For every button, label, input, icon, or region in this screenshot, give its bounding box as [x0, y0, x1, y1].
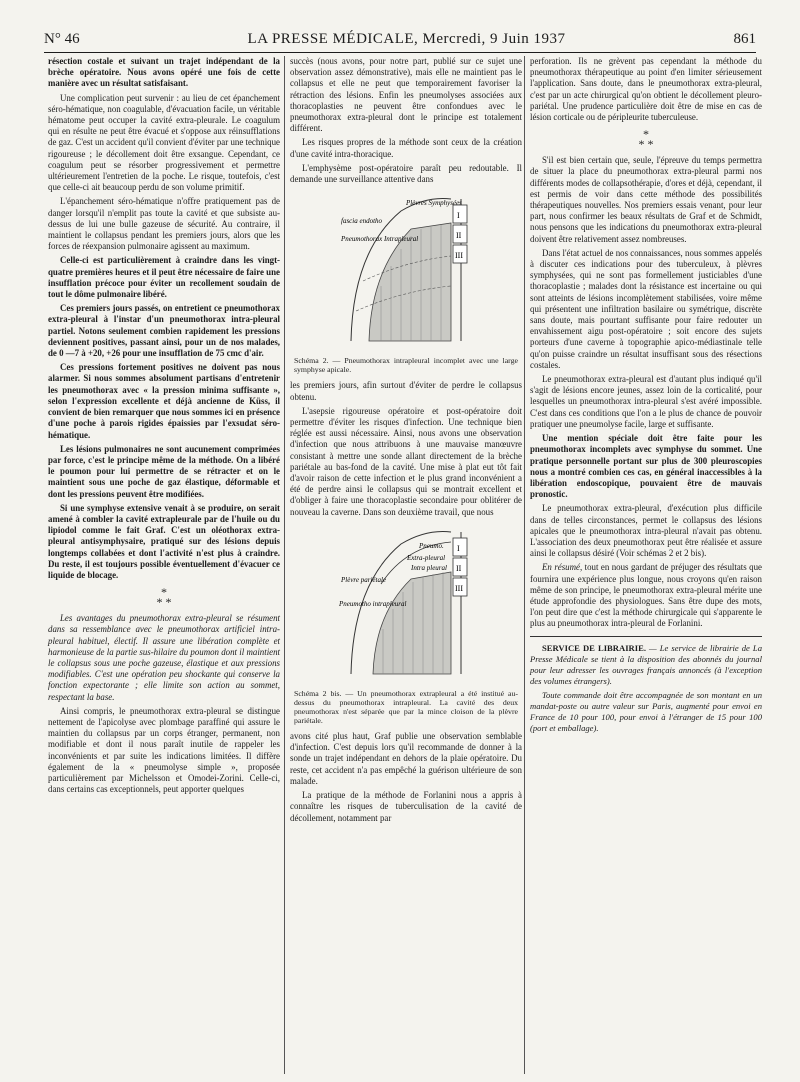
label-pneumotho-intrapleural: Pneumotho intrapleural [339, 599, 407, 608]
label-vertebra-1: I [457, 211, 460, 221]
library-text: — Le service de librairie de La Presse Médicale se tient à la disposition des abonnés du journal pour leur adresser les ouvrages français annoncés (à l'exception des volumes étrangers). [530, 642, 762, 686]
figure-schema-2 [290, 191, 522, 374]
label-extra-pleural: Extra-pleural [407, 553, 446, 562]
paragraph: L'épanchement séro-hématique n'offre pratiquement pas de danger lorsqu'il n'emplit pas toute la cavité et que subsiste au-dessus de lui une bulle gazeuse de sécurité. Au contraire, il maintient le collapsus pendant les premiers jours, alors que les forces de réexpansion pulmonaire agissent au maximum. [48, 196, 280, 252]
library-notice [530, 643, 762, 687]
schema-2-drawing [311, 191, 501, 351]
label-vertebra-2: II [456, 231, 462, 241]
library-heading: SERVICE DE LIBRAIRIE. [542, 642, 646, 653]
label-fascia: fascia endotho [341, 217, 383, 226]
paragraph: Les avantages du pneumothorax extra-pleural se résument dans sa ressemblance avec le pneumothorax artificiel intra-pleural habituel, électif. Il assure une libération complète et harmonieuse de la partie sus-hilaire du poumon dont il maintient le collapsus sous une poche gazeuse, élastique et aux pressions modifiables. C'est une opération peu shockante qui conserve la fonction expectorante ; elle limite son action au sommet, respectant la base. [48, 613, 280, 702]
column-left [48, 56, 280, 798]
paragraph: S'il est bien certain que, seule, l'épreuve du temps permettra de situer la place du pneumothorax extra-pleural parmi nos différents modes de collapsothérapie, d'ores et déjà, cependant, il est permis de voir dans cette méthode des possibilités thérapeutiques nouvelles. Nos premiers essais venant, pour leur part, nous confirmer les beaux résultats de Graf et de Schmidt, nous pensons que les indications du pneumothorax extra-pleural doivent être relativement assez nombreuses. [530, 155, 762, 244]
paragraph [530, 562, 762, 629]
label-pneumo: Pneumo. [419, 541, 444, 550]
paragraph: Dans l'état actuel de nos connaissances, nous sommes appelés à discuter ces indications pour des tuberculeux, à plèvres symphysées, qui ne sont pas formellement justiciables d'une thoracoplastie ; malades dont la résistance est incertaine ou qui sont atteints de lésions incomplètement stabilisées, voire même qui présentent une infiltration basilaire ou symétrique, discrète sans doute, mais pourtant suffisante pour faire redouter un envahissement aigu post-opératoire ; soit encore des sujets porteurs d'une caverne à topographie apico-médiastinale telle qu'on puisse craindre un résultat insuffisant sous des résections costales. [530, 247, 762, 370]
section-separator: * * * [156, 585, 172, 610]
paragraph: succès (nous avons, pour notre part, publié sur ce sujet une observation assez démonstrative), mais elle ne maintient pas le collapsus et elle ne peut que temporairement favoriser la rétraction des lésions. Enfin les pneumolyses associées aux thoracoplasties ne peuvent être confondues avec le pneumothorax extra-pleural dont le principe est totalement différent. [290, 56, 522, 134]
paragraph: avons cité plus haut, Graf publie une observation semblable d'infection. C'est depuis lors qu'il recommande de donner à la sonde un trajet indépendant en dehors de la plaie opératoire. Du reste, cet accident n'a pas empêché la guérison ultérieure de son malade. [290, 731, 522, 786]
paragraph: L'emphysème post-opératoire paraît peu redoutable. Il demande une surveillance attentive dans [290, 162, 522, 185]
paragraph: Ainsi compris, le pneumothorax extra-pleural se distingue nettement de l'apicolyse avec plombage paraffiné qui assure le maintien du collapsus par un corps étranger, permanent, non modifiable et dont il nous paraît inutile de rappeler les inconvénients et par suite les indications limitées. Il diffère également de la « pneumolyse simple », proposée particulièrement par Michelsson et Omodei-Zorini. Celle-ci, dans certains cas exceptionnels, peut apporter quelques [48, 705, 280, 795]
divider [530, 636, 762, 637]
paragraph: Ces premiers jours passés, on entretient ce pneumothorax extra-pleural à l'instar d'un pneumothorax intra-pleural partiel. Notons seulement combien rapidement les pressions deviennent positives, passant ainsi, pour un de nos malades, de 0 —7 à +20, +26 pour une insufflation de 75 cmc d'air. [48, 303, 280, 359]
paragraph: Les lésions pulmonaires ne sont aucunement comprimées par force, c'est le principe même de la méthode. On a libéré le poumon pour lui permettre de se rétracter et on le maintient sous une poche de gaz élastique, déformable et dont les pressions peuvent être modifiées. [48, 443, 280, 499]
label-vertebra-2: II [456, 563, 462, 573]
paragraph: perforation. Ils ne grèvent pas cependant la méthode du pneumothorax thérapeutique au point d'en limiter sérieusement l'application. Sans doute, dans le pneumothorax extra-pleural, c'est par un acte chirurgical qu'on obtient le décollement pleuro-pariétal. Une prudence particulière doit être de mise en cas de lésion corticale ou de péripleurite tuberculeuse. [530, 56, 762, 123]
paragraph: Une mention spéciale doit être faite pour les pneumothorax incomplets avec symphyse du sommet. Une pratique personnelle portant sur plus de 300 pleuroscopies nous a montré combien ces cas, en général inaccessibles à la libération endoscopique, pouvaient être de mauvais pronostic. [530, 433, 762, 500]
paragraph: Ces pressions fortement positives ne doivent pas nous alarmer. Si nous sommes absolument partisans d'entretenir les pneumothorax avec « la pression minima suffisante », selon l'expression excellente et déjà ancienne de Küss, il convient de bien remarquer que nous sommes ici en présence d'une poche à parois rigides épaissies par l'exsudat séro-hématique. [48, 362, 280, 440]
label-plevre-parietale: Plèvre pariétale [341, 575, 387, 584]
column-middle [290, 56, 522, 827]
label-vertebra-3: III [455, 583, 463, 593]
page-number: 861 [733, 31, 756, 47]
section-separator: * * * [638, 127, 654, 152]
paragraph: résection costale et suivant un trajet indépendant de la brèche opératoire. Nous avons opéré une fois de cette manière avec un résultat satisfaisant. [48, 56, 280, 89]
label-intra-pleural: Intra pleural [411, 563, 447, 572]
library-notice-2: Toute commande doit être accompagnée de son montant en un mandat-poste ou autre valeur sur Paris, augmenté pour envoi en France de 10 pour 100, pour envoi à l'étranger de 15 pour 100 (port et emballage). [530, 689, 762, 733]
figure-caption: Schéma 2. — Pneumothorax intrapleural incomplet avec une large symphyse apicale. [294, 356, 518, 375]
paragraph: les premiers jours, afin surtout d'éviter de perdre le collapsus obtenu. [290, 380, 522, 402]
paragraph: Le pneumothorax extra-pleural est d'autant plus indiqué qu'il s'agit de lésions encore jeunes, assez loin de la corticalité, pour lesquelles un pneumothorax intra-pleural s'est avéré impossible. C'est dans ces conditions que l'on a le plus de chance de pouvoir pratiquer une pneumolyse facile, large et suffisante. [530, 374, 762, 429]
journal-title-date: LA PRESSE MÉDICALE, Mercredi, 9 Juin 1937 [247, 31, 566, 47]
paragraph: Celle-ci est particulièrement à craindre dans les vingt-quatre premières heures et il peut être nécessaire de faire une insufflation précoce pour éviter un recollement soudain de tout le dôme pulmonaire libéré. [48, 255, 280, 300]
label-vertebra-3: III [455, 251, 463, 261]
paragraph: Une complication peut survenir : au lieu de cet épanchement séro-hématique, non coagulable, d'évacuation facile, un véritable hématome peut occuper la cavité extra-pleurale. Le coagulum qui en résulte ne peut être évacué et s'oppose aux réinsufflations de gaz. C'est un accident qu'il convient d'éviter par une technique rigoureuse ; le décollement doit être exsangue. Cependant, ce coagulum peut se résorber progressivement et permettre ultérieurement l'entretien de la poche. Le risque, toutefois, c'est que celle-ci ait beaucoup perdu de son volume primitif. [48, 92, 280, 193]
paragraph: Le pneumothorax extra-pleural, d'exécution plus difficile dans de telles circonstances, permet le collapsus des lésions apicales que le pneumothorax intra-pleural n'avait pas obtenu. L'association des deux pneumothorax peut être réalisée et assure ainsi le collapsus désiré (Voir schémas 2 et 2 bis). [530, 503, 762, 559]
paragraph: Si une symphyse extensive venait à se produire, on serait amené à combler la cavité extrapleurale par de l'huile ou du lipiodol comme le fait Graf. C'est un oléothorax extra-pleural antisymphysaire, pratiqué sur des lésions depuis longtemps collabées et dont l'activité n'est plus à craindre. Du reste, il est toujours possible éventuellement d'évacuer ce liquide de blocage. [48, 502, 280, 580]
schema-2-bis-drawing [311, 524, 501, 684]
issue-number: N° 46 [44, 31, 80, 47]
resume-lead: En résumé, [542, 562, 583, 573]
column-right [530, 56, 762, 737]
resume-text: tout en nous gardant de préjuger des résultats que fournira une expérience plus longue, nous croyons qu'en raison même de son principe, le pneumothorax extra-pleural mérite une étude approfondie des physiologues. Sans être dupe des mots, l'on peut dire que c'est la méthode chirurgicale qui s'apparente le plus au pneumothorax intra-pleural de Forlanini. [530, 562, 762, 629]
paragraph: La pratique de la méthode de Forlanini nous a appris à connaître les risques de tuberculisation de la cavité de décollement, notamment par [290, 790, 522, 823]
column-rule [284, 56, 285, 1074]
label-pneumothorax-intrapleural: Pneumothorax Intrapleural [341, 235, 419, 244]
paragraph: Les risques propres de la méthode sont ceux de la création d'une cavité intra-thoracique. [290, 137, 522, 159]
figure-schema-2-bis [290, 524, 522, 725]
column-rule [524, 56, 525, 1074]
paragraph: L'asepsie rigoureuse opératoire et post-opératoire doit permettre d'éviter les risques d'infection. Une technique bien réglée est aussi nécessaire. Ainsi, nous avons une observation d'infection que nous attribuons à une mauvaise manœuvre consistant à mettre une sonde allant directement de la brèche pariétale au bas-fond de la cavité. Une mise à plat eut tôt fait d'avoir raison de cette infection et le plus grand inconvénient a été de perdre ainsi le collapsus qui se montrait excellent et d'obliger à faire une thoracoplastie secondaire pour oblitérer de nouveau la caverne. Dans son deuxième travail, que nous [290, 405, 522, 517]
page-header [44, 26, 756, 53]
label-pleures-symphysees: Plèvres Symphysées [406, 199, 462, 208]
label-vertebra-1: I [457, 543, 460, 553]
figure-caption: Schéma 2 bis. — Un pneumothorax extrapleural a été institué au-dessus du pneumothorax intrapleural. La cavité des deux pneumothorax n'est séparée que par la mince cloison de la plèvre pariétale. [294, 689, 518, 726]
